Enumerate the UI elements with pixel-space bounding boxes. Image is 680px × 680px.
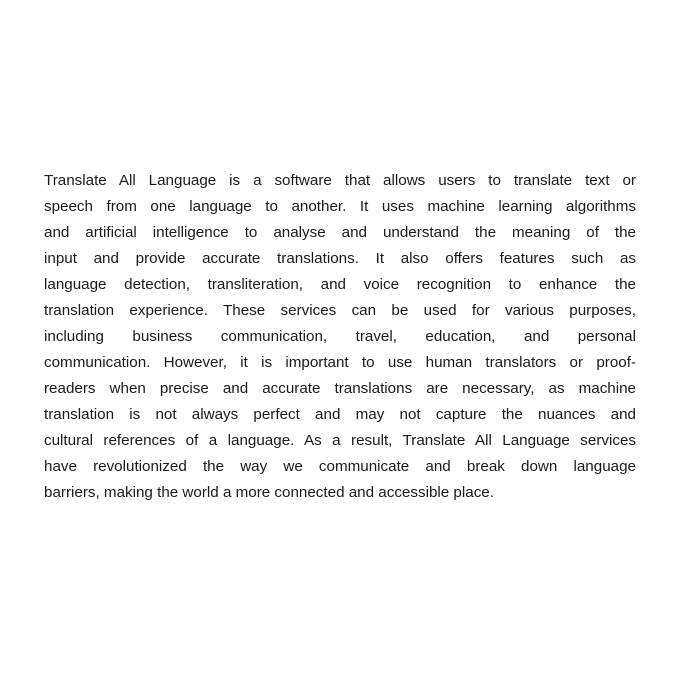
paragraph-line: cultural references of a language. As a result, Translate All Language services <box>44 432 636 449</box>
paragraph-line: and artificial intelligence to analyse and understand the meaning of the <box>44 224 636 241</box>
paragraph-line: language detection, transliteration, and voice recognition to enhance the <box>44 276 636 293</box>
body-paragraph <box>44 168 636 506</box>
paragraph-line: input and provide accurate translations. It also offers features such as <box>44 250 636 267</box>
paragraph-line: have revolutionized the way we communicate and break down language <box>44 458 636 475</box>
paragraph-line: barriers, making the world a more connected and accessible place. <box>44 484 494 501</box>
paragraph-line: Translate All Language is a software that allows users to translate text or <box>44 172 636 189</box>
paragraph-line: communication. However, it is important to use human translators or proof- <box>44 354 636 371</box>
paragraph-line: speech from one language to another. It uses machine learning algorithms <box>44 198 636 215</box>
paragraph-line: readers when precise and accurate translations are necessary, as machine <box>44 380 636 397</box>
paragraph-line: including business communication, travel, education, and personal <box>44 328 636 345</box>
paragraph-line: translation experience. These services can be used for various purposes, <box>44 302 636 319</box>
paragraph-line: translation is not always perfect and may not capture the nuances and <box>44 406 636 423</box>
